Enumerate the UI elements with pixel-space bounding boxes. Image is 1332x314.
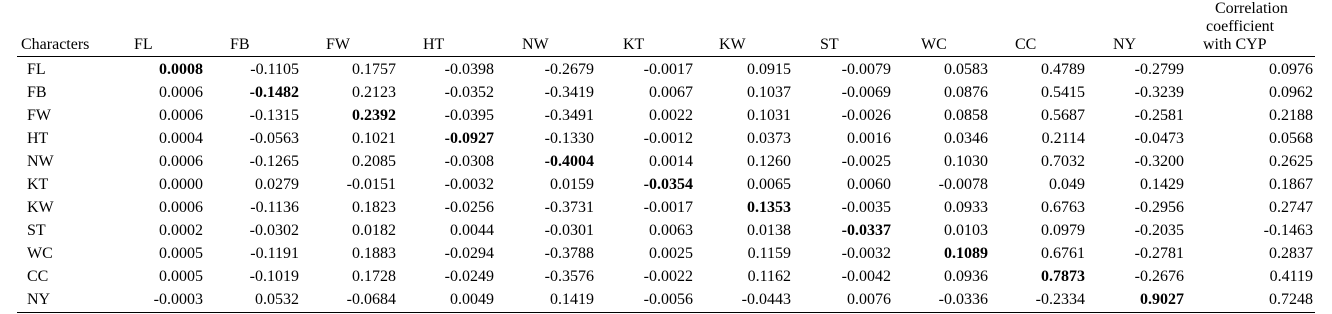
correlation-cell: 0.2837 [1269,245,1313,262]
header-col-nw: NW [522,36,549,53]
table-header [17,0,1315,57]
indirect-effect-cell: -0.0256 [444,199,494,216]
indirect-effect-cell: 0.1260 [747,153,791,170]
indirect-effect-cell: -0.0035 [841,199,891,216]
indirect-effect-cell: -0.0443 [741,291,791,308]
indirect-effect-cell: -0.3200 [1134,153,1184,170]
row-label: KW [27,199,54,216]
header-col-kw: KW [719,36,746,53]
indirect-effect-cell: 0.0006 [159,107,203,124]
indirect-effect-cell: -0.1191 [250,245,299,262]
header-correlation-line-1: Correlation [1215,0,1288,17]
indirect-effect-cell: 0.7032 [1041,153,1085,170]
indirect-effect-cell: 0.0000 [159,176,203,193]
header-correlation-line-2: coefficient [1206,18,1275,35]
indirect-effect-cell: -0.3419 [544,84,594,101]
indirect-effect-cell: 0.0004 [159,130,203,147]
indirect-effect-cell: -0.0069 [841,84,891,101]
correlation-cell: 0.0962 [1269,84,1313,101]
indirect-effect-cell: 0.0915 [747,61,791,78]
indirect-effect-cell: -0.0302 [249,222,299,239]
direct-effect-cell: 0.1353 [747,199,791,216]
indirect-effect-cell: 0.1037 [747,84,791,101]
indirect-effect-cell: -0.3239 [1134,84,1184,101]
indirect-effect-cell: 0.1031 [747,107,791,124]
row-label: HT [27,130,49,147]
indirect-effect-cell: -0.0032 [444,176,494,193]
indirect-effect-cell: 0.1429 [1140,176,1184,193]
indirect-effect-cell: -0.0398 [444,61,494,78]
row-label: NW [27,153,54,170]
indirect-effect-cell: 0.0876 [944,84,988,101]
indirect-effect-cell: 0.1159 [747,245,791,262]
indirect-effect-cell: 0.2114 [1041,130,1085,147]
correlation-cell: 0.7248 [1269,291,1313,308]
indirect-effect-cell: 0.0138 [747,222,791,239]
correlation-cell: 0.0568 [1269,130,1313,147]
header-col-ny: NY [1113,36,1137,53]
indirect-effect-cell: 0.0936 [944,268,988,285]
indirect-effect-cell: 0.0532 [255,291,299,308]
indirect-effect-cell: 0.0060 [847,176,891,193]
indirect-effect-cell: 0.2085 [352,153,396,170]
header-col-st: ST [820,36,839,53]
header-col-fb: FB [230,36,250,53]
indirect-effect-cell: 0.0067 [649,84,693,101]
indirect-effect-cell: -0.2334 [1035,291,1085,308]
indirect-effect-cell: -0.0056 [643,291,693,308]
header-correlation [1203,0,1313,54]
direct-effect-cell: -0.1482 [249,84,299,101]
direct-effect-cell: -0.0337 [841,222,891,239]
direct-effect-cell: -0.4004 [544,153,594,170]
direct-effect-cell: 0.9027 [1140,291,1184,308]
indirect-effect-cell: 0.0002 [159,222,203,239]
indirect-effect-cell: 0.0373 [747,130,791,147]
indirect-effect-cell: 0.0025 [649,245,693,262]
indirect-effect-cell: 0.4789 [1041,61,1085,78]
indirect-effect-cell: -0.3491 [544,107,594,124]
table-row [17,150,1315,173]
indirect-effect-cell: 0.0014 [649,153,693,170]
indirect-effect-cell: -0.0395 [444,107,494,124]
header-correlation-line-3: with CYP [1203,36,1267,53]
table-row [17,196,1315,219]
header-col-ht: HT [423,36,445,53]
indirect-effect-cell: 0.1419 [550,291,594,308]
table-row [17,127,1315,150]
indirect-effect-cell: 0.6763 [1041,199,1085,216]
indirect-effect-cell: 0.0279 [255,176,299,193]
indirect-effect-cell: 0.0858 [944,107,988,124]
indirect-effect-cell: -0.0352 [444,84,494,101]
table-row [17,173,1315,196]
indirect-effect-cell: -0.3788 [544,245,594,262]
indirect-effect-cell: -0.0308 [444,153,494,170]
indirect-effect-cell: -0.0042 [841,268,891,285]
indirect-effect-cell: 0.1162 [747,268,791,285]
indirect-effect-cell: 0.0933 [944,199,988,216]
indirect-effect-cell: 0.0006 [159,153,203,170]
indirect-effect-cell: -0.0684 [346,291,396,308]
table-row [17,219,1315,242]
indirect-effect-cell: 0.0022 [649,107,693,124]
indirect-effect-cell: 0.5415 [1041,84,1085,101]
correlation-cell: 0.4119 [1269,268,1313,285]
table-row [17,242,1315,265]
header-col-fl: FL [134,36,153,53]
table-row [17,58,1315,81]
table-row [17,288,1315,311]
indirect-effect-cell: -0.0301 [544,222,594,239]
indirect-effect-cell: 0.0044 [450,222,494,239]
indirect-effect-cell: 0.6761 [1041,245,1085,262]
indirect-effect-cell: -0.0025 [841,153,891,170]
indirect-effect-cell: -0.0026 [841,107,891,124]
indirect-effect-cell: 0.0006 [159,199,203,216]
indirect-effect-cell: 0.049 [1049,176,1085,193]
indirect-effect-cell: -0.1330 [544,130,594,147]
direct-effect-cell: -0.0354 [643,176,693,193]
indirect-effect-cell: -0.0017 [643,199,693,216]
indirect-effect-cell: 0.1757 [352,61,396,78]
header-col-cc: CC [1015,36,1037,53]
correlation-cell: 0.1867 [1269,176,1313,193]
indirect-effect-cell: -0.2581 [1134,107,1184,124]
indirect-effect-cell: -0.0249 [444,268,494,285]
indirect-effect-cell: 0.5687 [1041,107,1085,124]
indirect-effect-cell: 0.2123 [352,84,396,101]
table-row [17,265,1315,288]
row-label: ST [27,222,46,239]
table-row [17,81,1315,104]
indirect-effect-cell: -0.3731 [544,199,594,216]
indirect-effect-cell: 0.0016 [847,130,891,147]
row-label: NY [27,291,51,308]
direct-effect-cell: 0.1089 [944,245,988,262]
header-col-kt: KT [623,36,645,53]
indirect-effect-cell: -0.0003 [153,291,203,308]
indirect-effect-cell: 0.1030 [944,153,988,170]
correlation-cell: 0.2188 [1269,107,1313,124]
correlation-cell: -0.1463 [1263,222,1313,239]
indirect-effect-cell: 0.1823 [352,199,396,216]
indirect-effect-cell: 0.0049 [450,291,494,308]
header-col-fw: FW [326,36,350,53]
correlation-cell: 0.0976 [1269,61,1313,78]
indirect-effect-cell: 0.0005 [159,268,203,285]
indirect-effect-cell: 0.1021 [352,130,396,147]
row-label: WC [27,245,53,262]
row-label: CC [27,268,49,285]
indirect-effect-cell: -0.0473 [1134,130,1184,147]
indirect-effect-cell: 0.0182 [352,222,396,239]
indirect-effect-cell: -0.0017 [643,61,693,78]
header-col-wc: WC [921,36,947,53]
header-characters: Characters [21,36,90,53]
row-label: FB [27,84,47,101]
indirect-effect-cell: 0.0583 [944,61,988,78]
indirect-effect-cell: -0.1265 [249,153,299,170]
indirect-effect-cell: -0.2679 [544,61,594,78]
indirect-effect-cell: 0.1883 [352,245,396,262]
row-label: KT [27,176,49,193]
direct-effect-cell: 0.0008 [159,61,203,78]
table-bottom-rule [17,312,1315,313]
indirect-effect-cell: 0.0159 [550,176,594,193]
indirect-effect-cell: 0.0063 [649,222,693,239]
indirect-effect-cell: -0.0294 [444,245,494,262]
indirect-effect-cell: -0.2956 [1134,199,1184,216]
indirect-effect-cell: -0.0032 [841,245,891,262]
indirect-effect-cell: -0.2781 [1134,245,1184,262]
table-row [17,104,1315,127]
indirect-effect-cell: -0.2676 [1134,268,1184,285]
correlation-cell: 0.2747 [1269,199,1313,216]
indirect-effect-cell: -0.2799 [1134,61,1184,78]
indirect-effect-cell: 0.0005 [159,245,203,262]
indirect-effect-cell: 0.0346 [944,130,988,147]
direct-effect-cell: 0.7873 [1041,268,1085,285]
indirect-effect-cell: 0.0065 [747,176,791,193]
indirect-effect-cell: -0.0151 [346,176,396,193]
indirect-effect-cell: -0.0078 [938,176,988,193]
indirect-effect-cell: -0.0012 [643,130,693,147]
indirect-effect-cell: 0.0006 [159,84,203,101]
indirect-effect-cell: -0.0563 [249,130,299,147]
indirect-effect-cell: -0.2035 [1134,222,1184,239]
row-label: FW [27,107,51,124]
correlation-cell: 0.2625 [1269,153,1313,170]
indirect-effect-cell: -0.0079 [841,61,891,78]
indirect-effect-cell: -0.1019 [249,268,299,285]
indirect-effect-cell: -0.0336 [938,291,988,308]
indirect-effect-cell: 0.0103 [944,222,988,239]
indirect-effect-cell: 0.0979 [1041,222,1085,239]
direct-effect-cell: 0.2392 [352,107,396,124]
indirect-effect-cell: -0.0022 [643,268,693,285]
indirect-effect-cell: -0.1136 [250,199,299,216]
indirect-effect-cell: -0.3576 [544,268,594,285]
row-label: FL [27,61,46,78]
indirect-effect-cell: 0.1728 [352,268,396,285]
direct-effect-cell: -0.0927 [444,130,494,147]
indirect-effect-cell: -0.1315 [249,107,299,124]
indirect-effect-cell: -0.1105 [250,61,299,78]
indirect-effect-cell: 0.0076 [847,291,891,308]
